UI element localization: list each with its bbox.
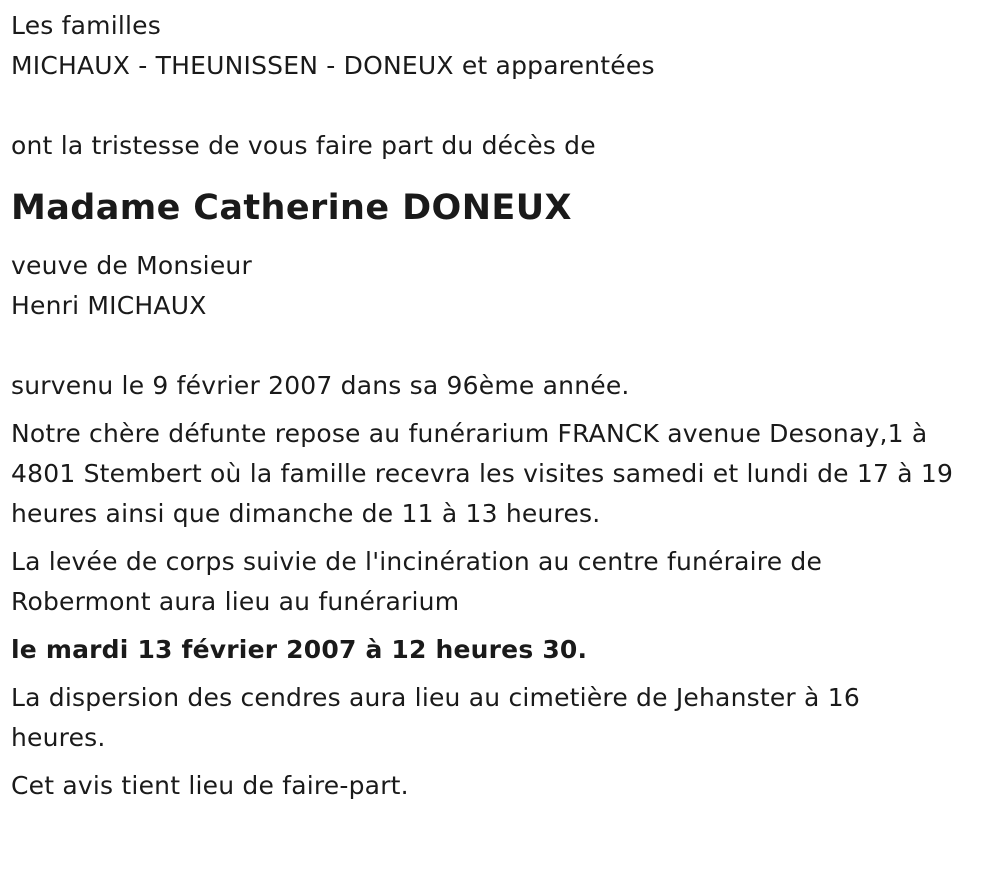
families-intro: Les familles bbox=[11, 11, 161, 40]
announcement-text: ont la tristesse de vous faire part du décès de bbox=[11, 131, 596, 160]
spouse-name: Henri MICHAUX bbox=[11, 291, 207, 320]
repose-line: 4801 Stembert où la famille recevra les visites samedi et lundi de 17 à 19 bbox=[11, 459, 954, 488]
ceremony-date: le mardi 13 février 2007 à 12 heures 30. bbox=[11, 635, 588, 664]
closing-text: Cet avis tient lieu de faire-part. bbox=[11, 771, 409, 800]
repose-line: Notre chère défunte repose au funérarium FRANCK avenue Desonay,1 à bbox=[11, 419, 928, 448]
spacer bbox=[11, 86, 1000, 126]
death-info: survenu le 9 février 2007 dans sa 96ème année. bbox=[11, 371, 630, 400]
ceremony-line: La levée de corps suivie de l'incinération au centre funéraire de bbox=[11, 547, 823, 576]
ashes-line: heures. bbox=[11, 723, 106, 752]
ceremony-line: Robermont aura lieu au funérarium bbox=[11, 587, 460, 616]
repose-line: heures ainsi que dimanche de 11 à 13 heures. bbox=[11, 499, 601, 528]
deceased-name: Madame Catherine DONEUX bbox=[11, 188, 572, 228]
widow-of: veuve de Monsieur bbox=[11, 251, 252, 280]
spacer bbox=[11, 326, 1000, 366]
ashes-paragraph bbox=[11, 678, 1000, 758]
repose-paragraph bbox=[11, 414, 1000, 534]
families-names: MICHAUX - THEUNISSEN - DONEUX et apparentées bbox=[11, 51, 655, 80]
ceremony-paragraph bbox=[11, 542, 1000, 622]
ashes-line: La dispersion des cendres aura lieu au cimetière de Jehanster à 16 bbox=[11, 683, 860, 712]
